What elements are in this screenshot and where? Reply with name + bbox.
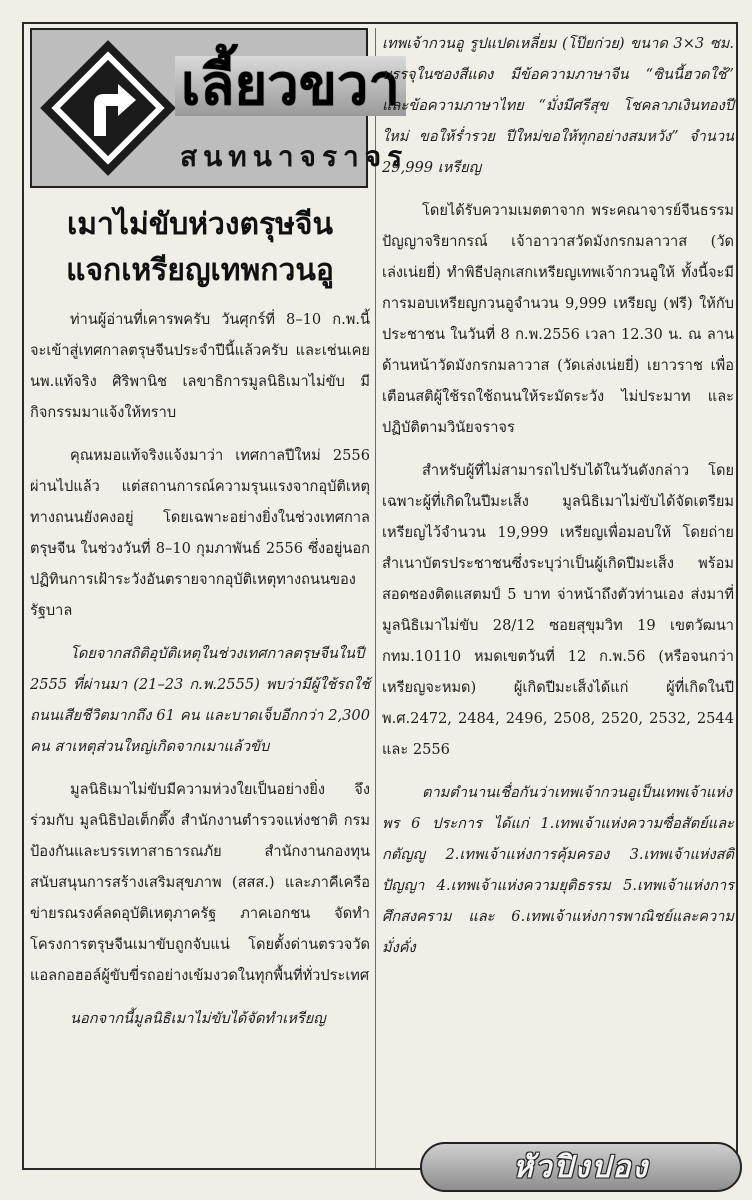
logo-subtitle: สนทนาจราจร — [180, 140, 409, 173]
column-divider — [375, 28, 376, 1168]
left-paragraph-1: ท่านผู้อ่านที่เคารพครับ วันศุกร์ที่ 8–10 ก.พ.นี้ จะเข้าสู่เทศกาลตรุษจีนประจำปีนี้แล้วครับ และเช่นเคย นพ.แท้จริง ศิริพานิช เลขาธิการมูลนิธิเมาไม่ขับ มีกิจกรรมมาแจ้งให้ทราบ — [30, 311, 370, 421]
left-paragraph-4: มูลนิธิเมาไม่ขับมีความห่วงใยเป็นอย่างยิ่ง จึงร่วมกับ มูลนิธิป่อเต็กตึ๊ง สำนักงานตำรวจแห่งชาติ กรมป้องกันและบรรเทาสาธารณภัย สำนักงานกองทุนสนับสนุนการสร้างเสริมสุขภาพ (สสส.) และภาคีเครือข่ายรณรงค์ลดอุบัติเหตุภาครัฐ ภาคเอกชน จัดทำโครงการตรุษจีนเมาขับถูกจับแน่ โดยตั้งด่านตรวจวัดแอลกอฮอล์ผู้ขับขี่รถอย่างเข้มงวดในทุกพื้นที่ทั่วประเทศ — [30, 781, 370, 984]
left-paragraph-5: นอกจากนี้มูลนิธิเมาไม่ขับได้จัดทำเหรียญ — [70, 1010, 326, 1027]
right-column — [382, 28, 734, 1168]
left-paragraph-2: คุณหมอแท้จริงแจ้งมาว่า เทศกาลปีใหม่ 2556 ผ่านไปแล้ว แต่สถานการณ์ความรุนแรงจากอุบัติเหตุทางถนนยังคงอยู่ โดยเฉพาะอย่างยิ่งในช่วงเทศกาลตรุษจีน ในช่วงวันที่ 8–10 กุมภาพันธ์ 2556 ซึ่งอยู่นอกปฏิทินการเฝ้าระวังอันตรายจากอุบัติเหตุทางถนนของรัฐบาล — [30, 447, 370, 619]
logo-title: เลี้ยวขวา — [175, 56, 406, 116]
right-paragraph-3: สำหรับผู้ที่ไม่สามารถไปรับได้ในวันดังกล่าว โดยเฉพาะผู้ที่เกิดในปีมะเส็ง มูลนิธิเมาไม่ขับได้จัดเตรียมเหรียญไว้จำนวน 19,999 เหรียญเพื่อมอบให้ โดยถ่ายสำเนาบัตรประชาชนซึ่งระบุว่าเป็นผู้เกิดปีมะเส็ง พร้อมสอดซองติดแสตมป์ 5 บาท จ่าหน้าถึงตัวท่านเอง ส่งมาที่ มูลนิธิเมาไม่ขับ 28/12 ซอยสุขุมวิท 19 เขตวัฒนา กทม.10110 หมดเขตวันที่ 12 ก.พ.56 (หรือจนกว่าเหรียญจะหมด) ผู้เกิดปีมะเส็งได้แก่ ผู้ที่เกิดในปี พ.ศ.2472, 2484, 2496, 2508, 2520, 2532, 2544 และ 2556 — [382, 462, 734, 758]
right-paragraph-2: โดยได้รับความเมตตาจาก พระคณาจารย์จีนธรรมปัญญาจริยากรณ์ เจ้าอาวาสวัดมังกรกมลาวาส (วัดเล่งเน่ยยี่) ทำพิธีปลุกเสกเหรียญเทพเจ้ากวนอูให้ ทั้งนี้จะมีการมอบเหรียญกวนอูจำนวน 9,999 เหรียญ (ฟรี) ให้กับประชาชน ในวันที่ 8 ก.พ.2556 เวลา 12.30 น. ณ ลานด้านหน้าวัดมังกรกมลาวาส (วัดเล่งเน่ยยี่) เยาวราช เพื่อเตือนสติผู้ใช้รถใช้ถนนให้ระมัดระวัง ไม่ประมาท และปฏิบัติตามวินัยจราจร — [382, 202, 734, 436]
right-paragraph-4: ตามตำนานเชื่อกันว่าเทพเจ้ากวนอูเป็นเทพเจ้าแห่งพร 6 ประการ ได้แก่ 1.เทพเจ้าแห่งความซื่อสัตย์และกตัญญู 2.เทพเจ้าแห่งการคุ้มครอง 3.เทพเจ้าแห่งสติปัญญา 4.เทพเจ้าแห่งความยุติธรรม 5.เทพเจ้าแห่งการศึกสงคราม และ 6.เทพเจ้าแห่งการพาณิชย์และความมั่งคั่ง — [382, 784, 734, 956]
headline-line-2: แจกเหรียญเทพกวนอู — [66, 253, 334, 288]
column-logo — [30, 28, 409, 188]
right-paragraph-1: เทพเจ้ากวนอู รูปแปดเหลี่ยม (โป๊ยก่วย) ขนาด 3×3 ซม. บรรจุในซองสีแดง มีข้อความภาษาจีน “ซินนี้ฮวดใช้” และข้อความภาษาไทย “มั่งมีศรีสุข โชคลาภเงินทองปีใหม่ ขอให้ร่ำรวย ปีใหม่ขอให้ทุกอย่างสมหวัง” จำนวน 29,999 เหรียญ — [382, 35, 734, 176]
left-paragraph-3: โดยจากสถิติอุบัติเหตุในช่วงเทศกาลตรุษจีนในปี 2555 ที่ผ่านมา (21–23 ก.พ.2555) พบว่ามีผู้ใช้รถใช้ถนนเสียชีวิตมากถึง 61 คน และบาดเจ็บอีกกว่า 2,300 คน สาเหตุส่วนใหญ่เกิดจากเมาแล้วขับ — [30, 645, 370, 755]
author-signature — [420, 1142, 742, 1192]
turn-right-sign-icon — [38, 38, 178, 178]
left-column — [30, 28, 409, 1168]
headline-line-1: เมาไม่ขับห่วงตรุษจีน — [66, 207, 333, 242]
headline — [30, 202, 370, 294]
author-signature-text: หัวปิงปอง — [512, 1149, 650, 1185]
